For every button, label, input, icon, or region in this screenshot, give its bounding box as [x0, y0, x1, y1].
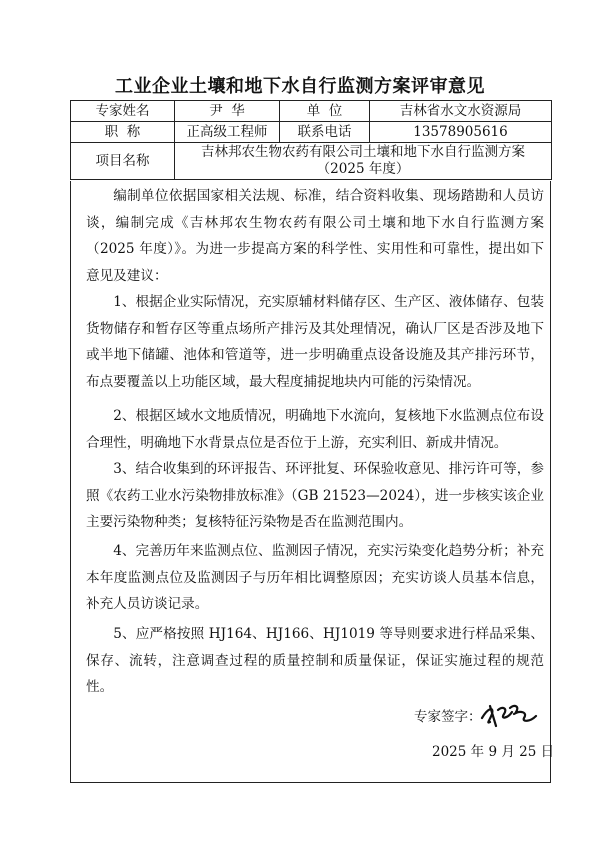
unit-value: 吉林省水文水资源局 [370, 101, 552, 122]
unit-label: 单 位 [280, 101, 370, 122]
intro-paragraph: 编制单位依据国家相关法规、标准，结合资料收集、现场踏勘和人员访谈，编制完成《吉林邦农生物农药有限公司土壤和地下水自行监测方案（2025 年度）》。为进一步提高方案的科学性、实用性和可靠性，提出如下意见及建议： [86, 188, 544, 284]
signature-date: 2025 年 9 月 25 日 [432, 744, 555, 760]
phone-label: 联系电话 [280, 122, 370, 143]
title-label: 职 称 [71, 122, 175, 143]
opinion-item-1: 1、根据企业实际情况，充实原辅材料储存区、生产区、液体储存、包装货物储存和暂存区等重点场所产排污及其处理情况，确认厂区是否涉及地下或半地下储罐、池体和管道等，进一步明确重点设备设施及其产排污环节，布点要覆盖以上功能区域，最大程度捕捉地块内可能的污染情况。 [86, 294, 544, 390]
handwritten-signature [478, 700, 540, 728]
phone-value: 13578905616 [370, 122, 552, 143]
document-title: 工业企业土壤和地下水自行监测方案评审意见 [115, 76, 485, 97]
project-label: 项目名称 [71, 143, 175, 180]
project-value-line2: （2025 年度） [316, 161, 410, 177]
expert-name-value: 尹 华 [175, 101, 280, 122]
info-row-project [71, 143, 552, 180]
info-row-expert [71, 101, 552, 122]
info-table [70, 100, 552, 180]
opinion-item-5: 5、应严格按照 HJ164、HJ166、HJ1019 等导则要求进行样品采集、保存、流转，注意调查过程的质量控制和质量保证，保证实施过程的规范性。 [86, 626, 544, 695]
signature-label: 专家签字： [414, 709, 482, 725]
opinion-item-3: 3、结合收集到的环评报告、环评批复、环保验收意见、排污许可等，参照《农药工业水污染物排放标准》（GB 21523—2024），进一步核实该企业主要污染物种类；复核特征污染物是否在监测范围内。 [86, 461, 544, 530]
info-row-title [71, 122, 552, 143]
title-value: 正高级工程师 [175, 122, 280, 143]
project-value [175, 143, 552, 180]
opinion-item-4: 4、完善历年来监测点位、监测因子情况，充实污染变化趋势分析；补充本年度监测点位及监测因子与历年相比调整原因；充实访谈人员基本信息，补充人员访谈记录。 [86, 543, 544, 612]
project-value-line1: 吉林邦农生物农药有限公司土壤和地下水自行监测方案 [201, 144, 525, 160]
opinion-item-2: 2、根据区域水文地质情况，明确地下水流向，复核地下水监测点位布设合理性，明确地下水背景点位是否位于上游，充实利旧、新成井情况。 [86, 408, 544, 451]
expert-name-label: 专家姓名 [71, 101, 175, 122]
